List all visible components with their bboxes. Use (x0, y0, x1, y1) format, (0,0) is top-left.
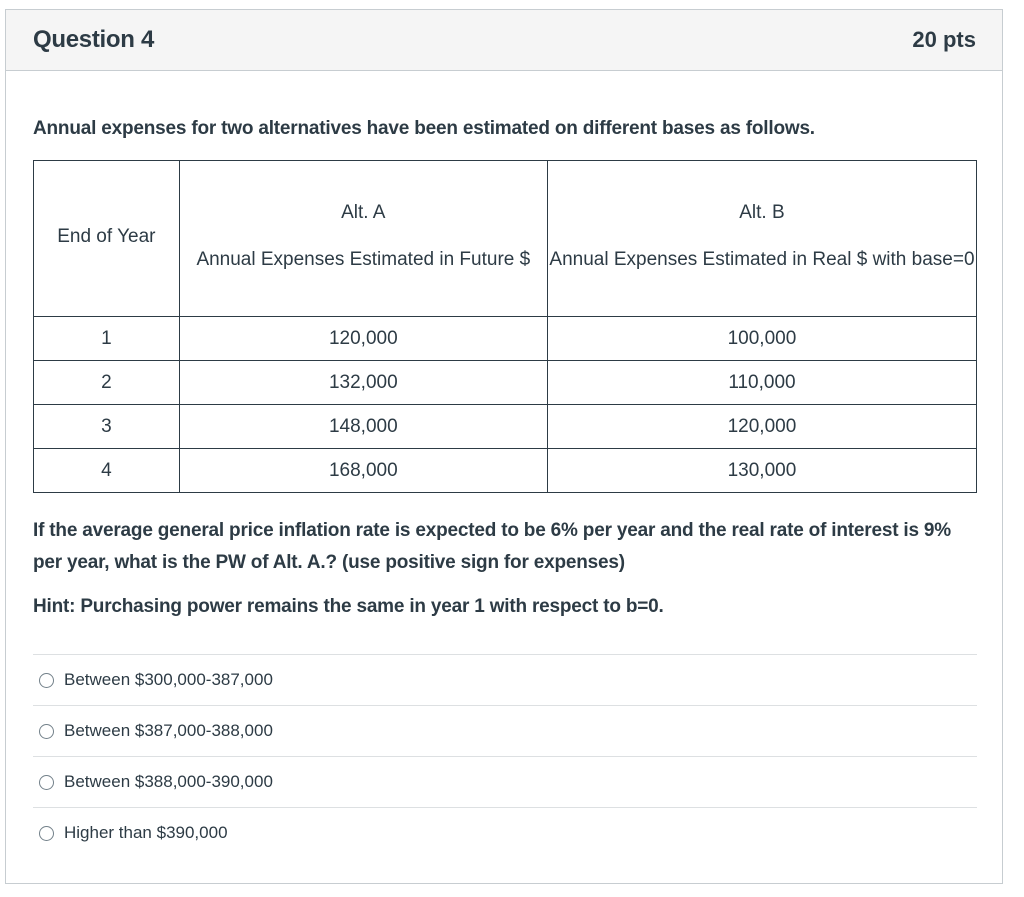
radio-button-icon[interactable] (39, 673, 54, 688)
answer-label[interactable]: Between $300,000-387,000 (64, 670, 273, 689)
answer-list (33, 654, 977, 858)
header-alt-b (547, 161, 976, 317)
answer-label[interactable]: Higher than $390,000 (64, 823, 228, 842)
header-alt-a (179, 161, 547, 317)
table-header-row (34, 161, 977, 317)
question-body (6, 118, 1002, 858)
cell-alt-b: 100,000 (547, 317, 976, 361)
question-title: Question 4 (33, 26, 155, 53)
cell-year: 2 (34, 361, 180, 405)
cell-year: 3 (34, 405, 180, 449)
table-row (34, 317, 977, 361)
answer-label[interactable]: Between $388,000-390,000 (64, 772, 273, 791)
header-alt-a-desc: Annual Expenses Estimated in Future $ (196, 248, 531, 270)
question-header (6, 10, 1002, 71)
answer-label[interactable]: Between $387,000-388,000 (64, 721, 273, 740)
cell-alt-a: 148,000 (179, 405, 547, 449)
header-end-of-year-label: End of Year (57, 225, 156, 247)
table-row (34, 361, 977, 405)
header-alt-b-name: Alt. B (739, 201, 785, 223)
question-prompt: If the average general price inflation rate is expected to be 6% per year and the real rate of interest is 9% per year, what is the PW of Alt. A.? (use positive sign for expenses) (33, 520, 951, 573)
question-hint: Hint: Purchasing power remains the same in year 1 with respect to b=0. (33, 596, 664, 617)
radio-button-icon[interactable] (39, 775, 54, 790)
cell-year: 1 (34, 317, 180, 361)
answer-option[interactable] (33, 706, 977, 757)
header-alt-a-name: Alt. A (341, 201, 386, 223)
radio-button-icon[interactable] (39, 826, 54, 841)
cell-alt-b: 130,000 (547, 449, 976, 493)
header-end-of-year (34, 161, 180, 317)
radio-button-icon[interactable] (39, 724, 54, 739)
cell-alt-b: 110,000 (547, 361, 976, 405)
cell-alt-a: 120,000 (179, 317, 547, 361)
cell-alt-a: 132,000 (179, 361, 547, 405)
question-intro: Annual expenses for two alternatives have been estimated on different bases as follows. (33, 118, 815, 139)
answer-option[interactable] (33, 757, 977, 808)
answer-option[interactable] (33, 655, 977, 706)
cell-alt-b: 120,000 (547, 405, 976, 449)
question-points: 20 pts (912, 27, 976, 52)
cell-alt-a: 168,000 (179, 449, 547, 493)
expenses-table (33, 160, 977, 493)
table-row (34, 449, 977, 493)
table-row (34, 405, 977, 449)
question-card (5, 9, 1003, 884)
cell-year: 4 (34, 449, 180, 493)
answer-option[interactable] (33, 808, 977, 858)
header-alt-b-desc: Annual Expenses Estimated in Real $ with base=0 (549, 248, 975, 270)
